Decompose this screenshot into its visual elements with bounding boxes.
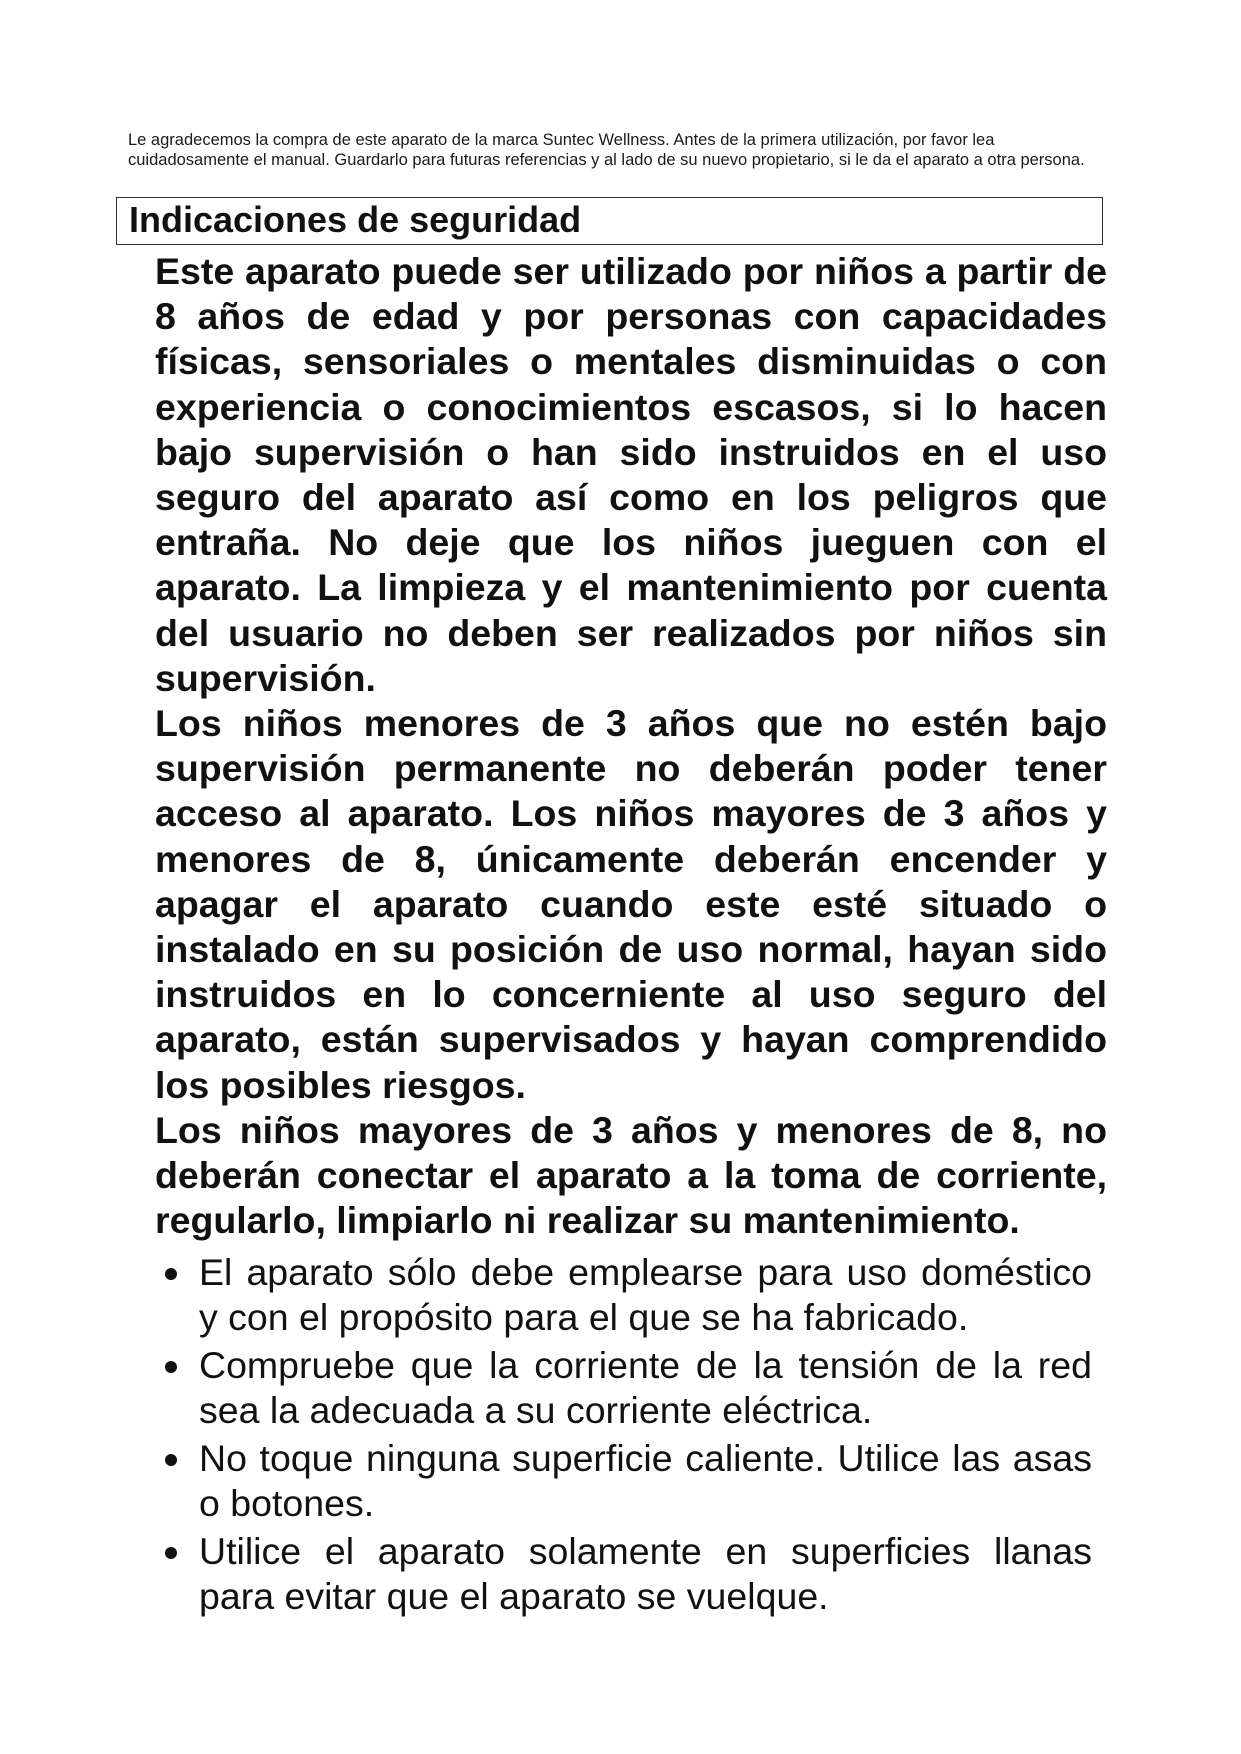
list-item xyxy=(162,1436,1092,1526)
section-header-box xyxy=(116,197,1103,245)
list-item-text: El aparato sólo debe emplearse para uso doméstico y con el propósito para el que se ha fabricado. xyxy=(199,1251,1092,1338)
bullet-icon xyxy=(165,1454,177,1466)
warning-paragraph-1: Este aparato puede ser utilizado por niños a partir de 8 años de edad y por personas con capacidades físicas, sensoriales o mentales disminuidas o con experiencia o conocimientos escasos, si lo hacen bajo supervisión o han sido instruidos en el uso seguro del aparato así como en los peligros que entraña. No deje que los niños jueguen con el aparato. La limpieza y el mantenimiento por cuenta del usuario no deben ser realizados por niños sin supervisión. xyxy=(155,250,1107,699)
bullet-icon xyxy=(165,1547,177,1559)
list-item xyxy=(162,1250,1092,1340)
list-item-text: No toque ninguna superficie caliente. Utilice las asas o botones. xyxy=(199,1437,1092,1524)
bullet-icon xyxy=(165,1268,177,1280)
list-item-text: Compruebe que la corriente de la tensión de la red sea la adecuada a su corriente eléctrica. xyxy=(199,1344,1092,1431)
list-item xyxy=(162,1529,1092,1619)
list-item xyxy=(162,1343,1092,1433)
section-title: Indicaciones de seguridad xyxy=(129,199,582,240)
intro-text: Le agradecemos la compra de este aparato de la marca Suntec Wellness. Antes de la primera utilización, por favor lea cuidadosamente el manual. Guardarlo para futuras referencias y al lado de su nuevo propietario, si le da el aparato a otra persona. xyxy=(128,131,1085,169)
intro-paragraph xyxy=(128,130,1088,170)
list-item-text: Utilice el aparato solamente en superficies llanas para evitar que el aparato se vuelque. xyxy=(199,1530,1092,1617)
warning-paragraph-3: Los niños mayores de 3 años y menores de 8, no deberán conectar el aparato a la toma de corriente, regularlo, limpiarlo ni realizar su mantenimiento. xyxy=(155,1108,1107,1242)
safety-bullet-list xyxy=(162,1250,1092,1622)
safety-warning-block xyxy=(155,249,1107,1243)
warning-paragraph-2: Los niños menores de 3 años que no estén bajo supervisión permanente no deberán poder tener acceso al aparato. Los niños mayores de 3 años y menores de 8, únicamente deberán encender y apagar el aparato cuando este esté situado o instalado en su posición de uso normal, hayan sido instruidos en lo concerniente al uso seguro del aparato, están supervisados y hayan comprendido los posibles riesgos. xyxy=(155,702,1107,1106)
bullet-icon xyxy=(165,1361,177,1373)
